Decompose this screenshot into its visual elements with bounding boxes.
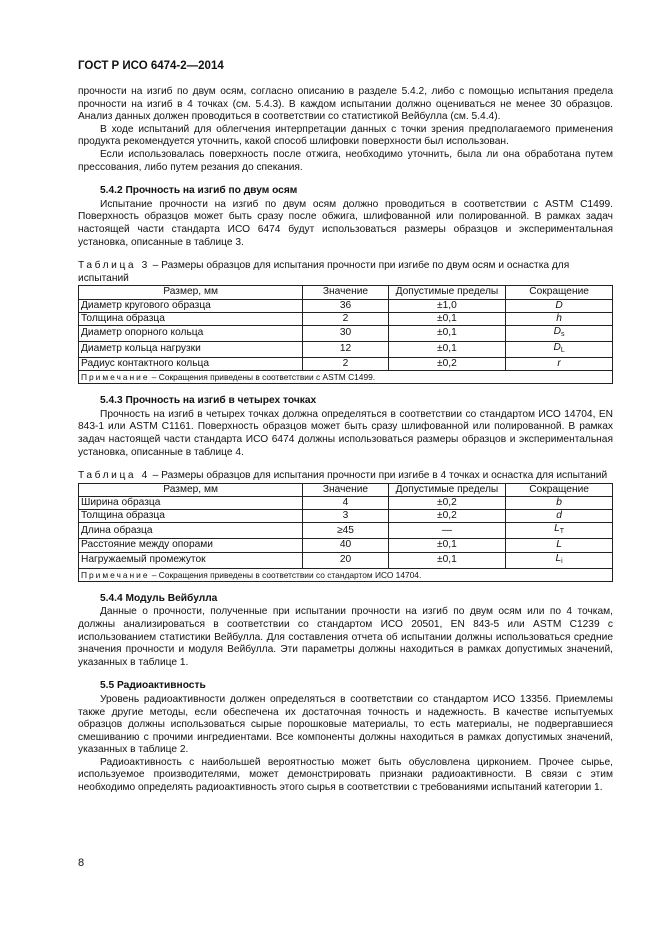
cell-value: 40: [303, 539, 388, 552]
table-3-caption-text: – Размеры образцов для испытания прочности при изгибе по двум осям и оснастка для испытаний: [78, 260, 570, 284]
cell-value: 36: [303, 299, 388, 312]
table-4-caption: [78, 470, 613, 483]
column-header: Допустимые пределы: [388, 483, 505, 496]
cell-name: Диаметр кольца нагрузки: [79, 341, 303, 357]
column-header: Сокращение: [506, 483, 613, 496]
abbreviation-symbol: L: [554, 523, 560, 535]
cell-value: 2: [303, 312, 388, 325]
column-header: Значение: [303, 286, 388, 299]
cell-abbreviation: [506, 299, 613, 312]
cell-tol: ±0,1: [388, 539, 505, 552]
abbreviation-symbol: D: [553, 341, 561, 353]
column-header: Размер, мм: [79, 286, 303, 299]
cell-abbreviation: [506, 497, 613, 510]
abbreviation-symbol: r: [557, 357, 561, 369]
table-row: [79, 497, 613, 510]
cell-value: ≥45: [303, 523, 388, 539]
standard-header: ГОСТ Р ИСО 6474-2—2014: [78, 60, 224, 72]
page-number: 8: [78, 857, 85, 869]
section-543-text: Прочность на изгиб в четырех точках должна определяться в соответствии со стандартом ИСО 14704, EN 843-1 или ASTM C1161. Поверхность образцов может быть сразу шлифованной или полированной. В рамках задач настоящей части стандарта ИСО 6474 должны использоваться размеры образцов и экспериментальная установка, описанные в таблице 4.: [78, 408, 613, 458]
cell-value: 2: [303, 357, 388, 370]
cell-name: Диаметр опорного кольца: [79, 325, 303, 341]
section-542-title: 5.4.2 Прочность на изгиб по двум осям: [100, 185, 298, 197]
table-row: [79, 510, 613, 523]
cell-abbreviation: [506, 341, 613, 357]
column-header: Допустимые пределы: [388, 286, 505, 299]
cell-tol: ±0,2: [388, 497, 505, 510]
table-note-text: – Сокращения приведены в соответствии с ASTM C1499.: [149, 372, 376, 383]
table-row: [79, 539, 613, 552]
document-page: [78, 60, 613, 795]
abbreviation-symbol: D: [553, 325, 562, 337]
table-row: [79, 552, 613, 568]
cell-value: 3: [303, 510, 388, 523]
cell-value: 4: [303, 497, 388, 510]
cell-name: Радиус контактного кольца: [79, 357, 303, 370]
table-row: [79, 312, 613, 325]
abbreviation-symbol: b: [556, 497, 562, 509]
table-3-caption: [78, 260, 613, 285]
section-544-title: 5.4.4 Модуль Вейбулла: [100, 592, 218, 604]
cell-tol: ±0,1: [388, 341, 505, 357]
cell-tol: ±0,2: [388, 510, 505, 523]
table-row: [79, 357, 613, 370]
cell-tol: ±0,2: [388, 357, 505, 370]
table-4-caption-text: – Размеры образцов для испытания прочности при изгибе в 4 точках и оснастка для испытаний: [149, 470, 608, 482]
table-row: [79, 523, 613, 539]
table-note-text: – Сокращения приведены в соответствии со стандартом ИСО 14704.: [149, 569, 422, 580]
abbreviation-subscript: i: [561, 557, 563, 565]
table-4: [78, 483, 613, 582]
table-3: [78, 285, 613, 384]
cell-value: 30: [303, 325, 388, 341]
cell-abbreviation: [506, 539, 613, 552]
cell-tol: —: [388, 523, 505, 539]
cell-tol: ±0,1: [388, 312, 505, 325]
table-4-caption-label: Таблица 4: [78, 470, 150, 482]
abbreviation-symbol: L: [555, 552, 562, 564]
section-542-text: Испытание прочности на изгиб по двум осям должно проводиться в соответствии с ASTM C1499. Поверхность образцов может быть сразу после обжига, шлифованной или полированной. В рамках задач настоящей части стандарта ИСО 6474 будут использоваться размеры образцов и экспериментальная установка, описанные в таблице 3.: [78, 198, 613, 248]
section-544-text: Данные о прочности, полученные при испытании прочности на изгиб по двум осям или по 4 точкам, должны анализироваться в соответствии со стандартом ИСО 20501, EN 843-5 или ASTM C1239 с использованием статистики Вейбулла. Для составления отчета об испытании должны использоваться средние значения прочности и модуля Вейбулла. Эти параметры должны находиться в рамках допустимых значений, указанных в таблице 1.: [78, 606, 613, 668]
cell-tol: ±0,1: [388, 552, 505, 568]
table-row: [79, 341, 613, 357]
table-header-row: [79, 483, 613, 496]
abbreviation-symbol: h: [556, 312, 562, 324]
cell-name: Расстояние между опорами: [79, 539, 303, 552]
section-55-paragraph-1: Уровень радиоактивности должен определяться в соответствии со стандартом ИСО 13356. Приемлемы также другие методы, если обеспечена их достаточная точность и надежность. В качестве испытуемых образцов должны использоваться сырые порошковые материалы, то есть материалы, не подвергавшиеся смешиванию с прочими ингредиентами. Все компоненты должны находиться в рамках допустимых значений, указанных в таблице 2.: [78, 693, 613, 756]
table-row: [79, 299, 613, 312]
section-55-paragraph-2: Радиоактивность с наибольшей вероятностью может быть обусловлена цирконием. Прочее сырье, используемое производителями, может демонстрировать признаки радиоактивности. В связи с этим необходимо определять радиоактивность этого сырья в соответствии с требованиями испытаний категории 1.: [78, 756, 613, 794]
abbreviation-subscript: L: [560, 346, 565, 354]
table-note-row: [79, 568, 613, 581]
table-header-row: [79, 286, 613, 299]
cell-value: 20: [303, 552, 388, 568]
section-55-title: 5.5 Радиоактивность: [100, 680, 206, 692]
cell-tol: ±1,0: [388, 299, 505, 312]
table-note: [79, 371, 613, 384]
cell-abbreviation: [506, 325, 613, 341]
table-note-label: Примечание: [81, 372, 150, 383]
cell-abbreviation: [506, 312, 613, 325]
cell-name: Толщина образца: [79, 510, 303, 523]
table-note-row: [79, 371, 613, 384]
cell-value: 12: [303, 341, 388, 357]
column-header: Значение: [303, 483, 388, 496]
cell-abbreviation: [506, 357, 613, 370]
table-row: [79, 325, 613, 341]
abbreviation-symbol: L: [556, 539, 562, 551]
abbreviation-symbol: D: [555, 299, 563, 311]
abbreviation-subscript: T: [559, 528, 565, 536]
cell-name: Диаметр кругового образца: [79, 299, 303, 312]
cell-name: Длина образца: [79, 523, 303, 539]
cell-abbreviation: [506, 510, 613, 523]
cell-tol: ±0,1: [388, 325, 505, 341]
cell-name: Ширина образца: [79, 497, 303, 510]
cell-name: Толщина образца: [79, 312, 303, 325]
intro-paragraph-3: Если использовалась поверхность после отжига, необходимо уточнить, была ли она обработана путем прессования, либо путем резания до спекания.: [78, 148, 613, 173]
intro-paragraph-1: прочности на изгиб по двум осям, согласно описанию в разделе 5.4.2, либо с помощью испытания предела прочности на изгиб в 4 точках (см. 5.4.3). В каждом испытании должно оцениваться не менее 30 образцов. Анализ данных должен проводиться в соответствии со статистикой Вейбулла (см. 5.4.4).: [78, 86, 613, 123]
abbreviation-subscript: s: [561, 330, 565, 338]
table-note: [79, 568, 613, 581]
table-note-label: Примечание: [81, 569, 150, 580]
column-header: Сокращение: [506, 286, 613, 299]
table-3-caption-label: Таблица 3: [78, 260, 150, 272]
cell-abbreviation: [506, 552, 613, 568]
intro-paragraph-2: В ходе испытаний для облегчения интерпретации данных с точки зрения предполагаемого применения продукта рекомендуется уточнить, какой способ шлифовки поверхности был использован.: [78, 123, 613, 148]
cell-abbreviation: [506, 523, 613, 539]
abbreviation-symbol: d: [556, 510, 562, 522]
section-543-title: 5.4.3 Прочность на изгиб в четырех точках: [100, 395, 317, 407]
column-header: Размер, мм: [79, 483, 303, 496]
cell-name: Нагружаемый промежуток: [79, 552, 303, 568]
